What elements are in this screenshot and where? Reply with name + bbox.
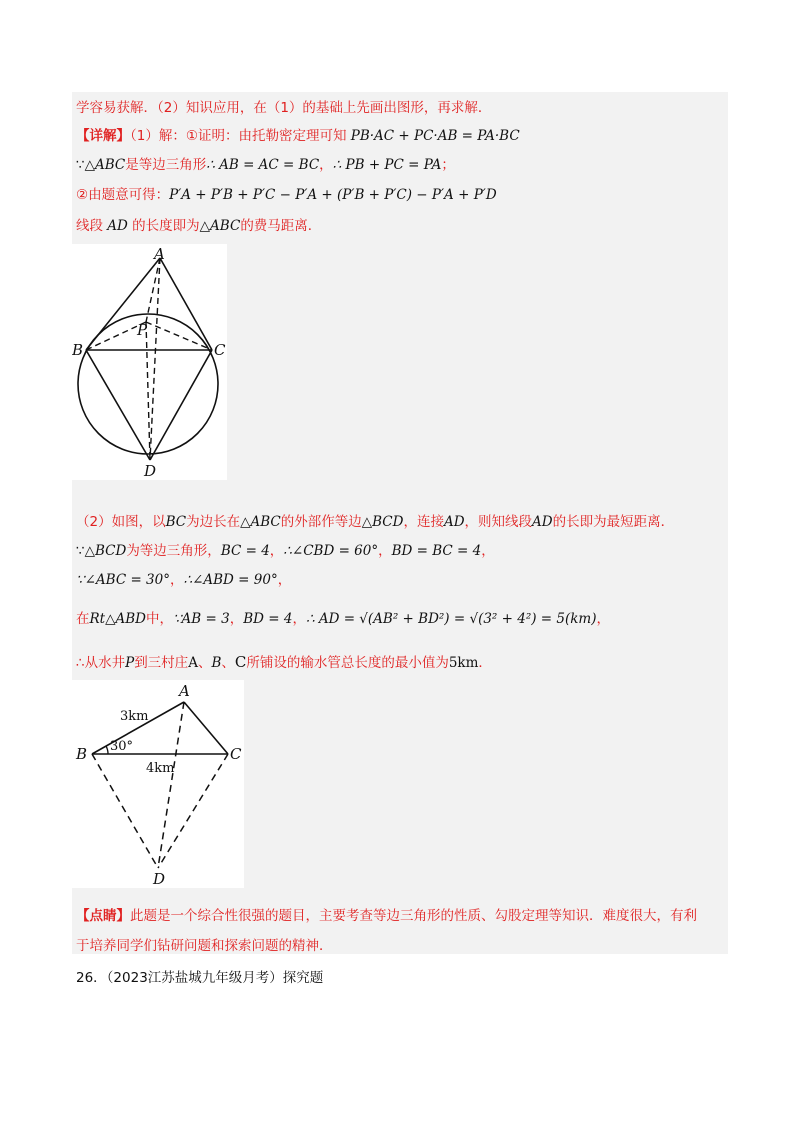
label-ab-length: 3km xyxy=(120,709,149,724)
text-line-11: 【点睛】此题是一个综合性很强的题目，主要考查等边三角形的性质、勾股定理等知识．难度很大，有利 xyxy=(76,908,697,924)
figure-2-svg xyxy=(72,680,244,888)
label-c: C xyxy=(214,341,226,359)
text-line-1: 学容易获解．（2）知识应用，在（1）的基础上先画出图形，再求解． xyxy=(76,100,492,116)
fermat-formula: P′A + P′B + P′C − P′A + (P′B + P′C) − P′A + P′D xyxy=(169,187,497,203)
label-a: A xyxy=(179,682,190,700)
comment-tag: 【点睛】 xyxy=(76,908,130,924)
text-line-7: ∵△BCD为等边三角形，BC = 4，∴∠CBD = 60°，BD = BC = 4， xyxy=(76,543,495,559)
segment-pc xyxy=(146,322,212,350)
text-line-10: ∴从水井P到三村庄A、B、C所铺设的输水管总长度的最小值为5km． xyxy=(76,653,492,671)
label-angle: 30° xyxy=(110,739,134,754)
angle-arc xyxy=(106,746,108,754)
segment-ad xyxy=(150,258,160,460)
detail-tag: 【详解】 xyxy=(76,128,130,144)
text-line-12: 于培养同学们钻研问题和探索问题的精神． xyxy=(76,938,333,954)
text-line-4: ②由题意可得：P′A + P′B + P′C − P′A + (P′B + P′C) − P′A + P′D xyxy=(76,187,497,203)
next-question-header: 26．（2023江苏盐城九年级月考）探究题 xyxy=(76,970,324,986)
pythagoras-formula: ∴ AD = √(AB² + BD²) = √(3² + 4²) = 5(km) xyxy=(305,611,597,627)
segment-ad xyxy=(158,702,184,868)
label-d: D xyxy=(153,870,166,888)
text-line-3: ∵△ABC是等边三角形∴ AB = AC = BC，∴ PB + PC = PA； xyxy=(76,157,455,173)
label-p: P xyxy=(137,321,148,339)
label-bc-length: 4km xyxy=(146,761,175,776)
figure-circle-triangle xyxy=(72,244,227,480)
text-line-6: （2）如图，以BC为边长在△ABC的外部作等边△BCD，连接AD，则知线段AD的长即为最短距离． xyxy=(76,514,675,530)
text-line-5: 线段 AD 的长度即为△ABC的费马距离． xyxy=(76,218,322,234)
segment-ac xyxy=(184,702,228,754)
segment-ac xyxy=(160,258,212,350)
label-a: A xyxy=(154,245,165,263)
segment-ab xyxy=(86,258,160,350)
segment-pd xyxy=(146,322,150,460)
label-b: B xyxy=(72,341,84,359)
figure-1-svg xyxy=(72,244,227,480)
text-line-9: 在Rt△ABD中，∵AB = 3，BD = 4，∴ AD = √(AB² + BD²) = √(3² + 4²) = 5(km)， xyxy=(76,611,610,627)
label-d: D xyxy=(144,462,157,480)
label-b: B xyxy=(76,745,88,763)
text-line-8: ∵∠ABC = 30°，∴∠ABD = 90°， xyxy=(76,572,292,588)
ptolemy-formula: PB·AC + PC·AB = PA·BC xyxy=(350,128,520,144)
segment-cd xyxy=(150,350,212,460)
text-line-2: 【详解】（1）解：①证明：由托勒密定理可知 PB·AC + PC·AB = PA·BC xyxy=(76,128,520,144)
figure-villages-triangle xyxy=(72,680,244,888)
label-c: C xyxy=(230,745,242,763)
segment-bd xyxy=(86,350,150,460)
